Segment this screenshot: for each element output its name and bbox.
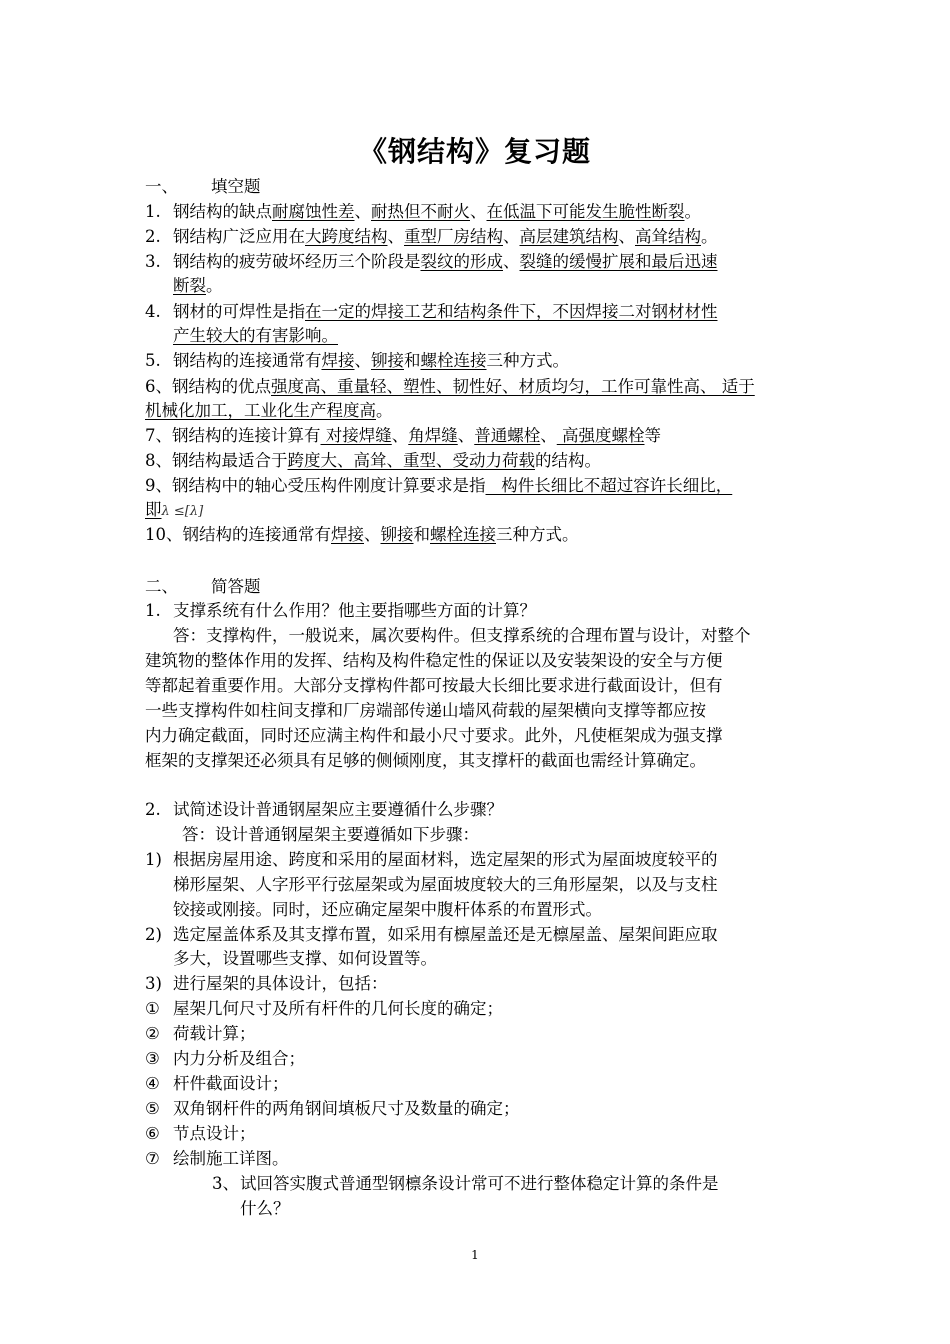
fill-item-9: 9、钢结构中的轴心受压构件刚度计算要求是指 构件长细比不超过容许长细比，	[145, 476, 733, 495]
fill-item-2: 2. 钢结构广泛应用在大跨度结构、重型厂房结构、高层建筑结构、高耸结构。	[145, 227, 718, 246]
step-2-cont: 多大，设置哪些支撑、如何设置等。	[173, 949, 437, 968]
step-2: 2) 选定屋盖体系及其支撑布置，如采用有檩屋盖还是无檩屋盖、屋架间距应取	[145, 925, 718, 944]
substep: ① 屋架几何尺寸及所有杆件的几何长度的确定；	[145, 999, 503, 1018]
answer-1-line: 答：支撑构件，一般说来，属次要构件。但支撑系统的合理布置与设计，对整个	[173, 626, 751, 645]
substep: ② 荷载计算；	[145, 1024, 256, 1043]
question-3: 3、试回答实腹式普通型钢檩条设计常可不进行整体稳定计算的条件是	[212, 1174, 719, 1193]
page-title: 《钢结构》复习题	[358, 135, 591, 168]
page-number: 1	[471, 1248, 479, 1262]
question-1: 1. 支撑系统有什么作用？他主要指哪些方面的计算？	[145, 601, 536, 620]
question-2: 2. 试简述设计普通钢屋架应主要遵循什么步骤？	[145, 800, 503, 819]
substep: ⑤ 双角钢杆件的两角钢间填板尺寸及数量的确定；	[145, 1099, 520, 1118]
answer-2-intro: 答：设计普通钢屋架主要遵循如下步骤：	[182, 825, 479, 844]
fill-item-8: 8、钢结构最适合于跨度大、高耸、重型、受动力荷载的结构。	[145, 451, 601, 470]
answer-1-line: 框架的支撑架还必须具有足够的侧倾刚度，其支撑杆的截面也需经计算确定。	[145, 751, 706, 770]
answer-1-line: 一些支撑构件如柱间支撑和厂房端部传递山墙风荷载的屋架横向支撑等都应按	[145, 701, 706, 720]
fill-item-6-cont: 机械化加工，工业化生产程度高。	[145, 401, 393, 420]
fill-item-1: 1. 钢结构的缺点耐腐蚀性差、耐热但不耐火、在低温下可能发生脆性断裂。	[145, 202, 701, 221]
question-3-cont: 什么？	[240, 1199, 290, 1218]
fill-item-9-cont: 即λ ≤[λ]	[145, 500, 204, 519]
substep: ④ 杆件截面设计；	[145, 1074, 289, 1093]
section-heading-fill-blank: 一、 填空题	[145, 177, 261, 196]
substep: ⑦ 绘制施工详图。	[145, 1149, 289, 1168]
substep: ③ 内力分析及组合；	[145, 1049, 305, 1068]
fill-item-7: 7、钢结构的连接计算有 对接焊缝、角焊缝、普通螺栓、 高强度螺栓等	[145, 426, 661, 445]
section-heading-short-answer: 二、 简答题	[145, 577, 261, 596]
answer-1-line: 等都起着重要作用。大部分支撑构件都可按最大长细比要求进行截面设计，但有	[145, 676, 723, 695]
fill-item-5: 5. 钢结构的连接通常有焊接、铆接和螺栓连接三种方式。	[145, 351, 569, 370]
answer-1-line: 内力确定截面，同时还应满主构件和最小尺寸要求。此外，凡使框架成为强支撑	[145, 726, 723, 745]
step-1-cont: 铰接或刚接。同时，还应确定屋架中腹杆体系的布置形式。	[173, 900, 602, 919]
fill-item-4-cont: 产生较大的有害影响。	[173, 326, 338, 345]
fill-item-10: 10、钢结构的连接通常有焊接、铆接和螺栓连接三种方式。	[145, 525, 579, 544]
substep: ⑥ 节点设计；	[145, 1124, 256, 1143]
fill-item-3: 3. 钢结构的疲劳破坏经历三个阶段是裂纹的形成、裂缝的缓慢扩展和最后迅速	[145, 252, 718, 271]
fill-item-3-cont: 断裂。	[173, 276, 223, 295]
fill-item-4: 4. 钢材的可焊性是指在一定的焊接工艺和结构条件下，不因焊接二对钢材材性	[145, 302, 718, 321]
step-3: 3) 进行屋架的具体设计，包括：	[145, 974, 388, 993]
answer-1-line: 建筑物的整体作用的发挥、结构及构件稳定性的保证以及安装架设的安全与方便	[145, 651, 723, 670]
fill-item-6: 6、钢结构的优点强度高、重量轻、塑性、韧性好、材质均匀，工作可靠性高、 适于	[145, 377, 755, 396]
step-1: 1) 根据房屋用途、跨度和采用的屋面材料，选定屋架的形式为屋面坡度较平的	[145, 850, 718, 869]
step-1-cont: 梯形屋架、人字形平行弦屋架或为屋面坡度较大的三角形屋架，以及与支柱	[173, 875, 718, 894]
lambda-formula: λ ≤[λ]	[161, 504, 204, 519]
